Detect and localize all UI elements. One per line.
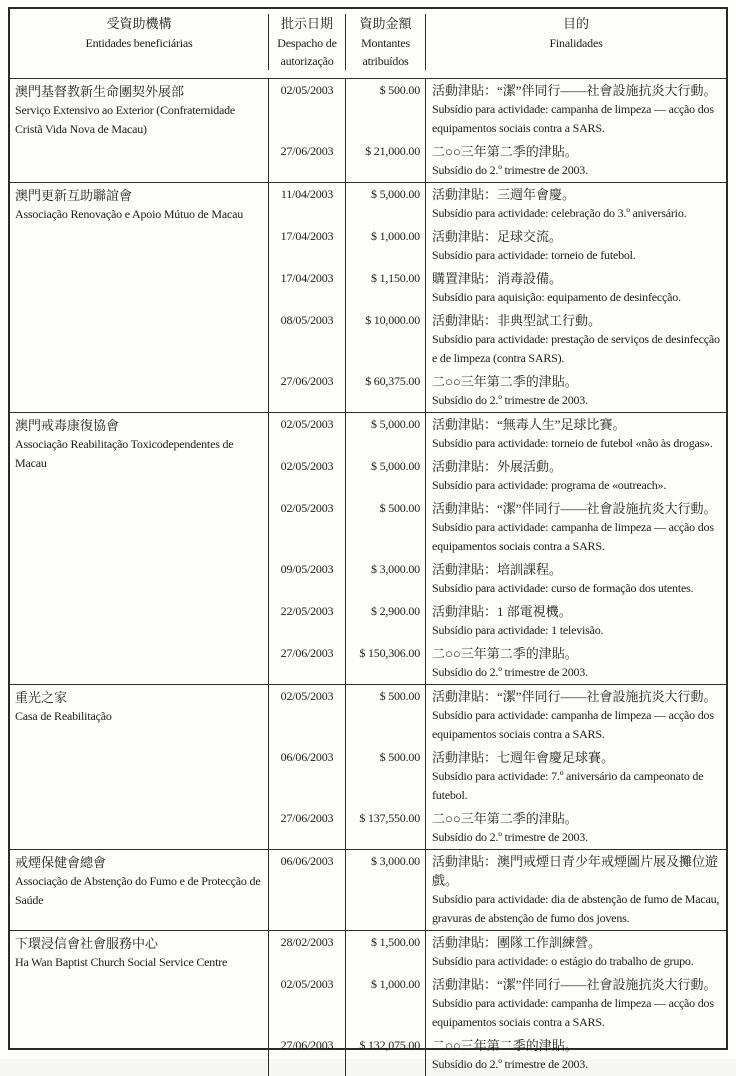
subsidy-amount: $ 5,000.00	[345, 413, 425, 455]
purpose-pt: Subsídio do 2.º trimestre de 2003.	[432, 1057, 588, 1071]
authorization-date: 27/06/2003	[268, 140, 345, 182]
purpose-zh: 活動津貼：足球交流。	[432, 229, 563, 244]
subsidy-amount: $ 137,550.00	[345, 807, 425, 849]
header-date-pt-line2: autorização	[280, 54, 334, 68]
purpose-cell	[425, 1034, 726, 1076]
purpose-zh: 活動津貼：非典型試工行動。	[432, 313, 602, 328]
entity-name-zh: 澳門基督教新生命團契外展部	[15, 84, 185, 99]
header-beneficiary-zh: 受資助機構	[106, 16, 172, 31]
entity-name-pt: Associação Renovação e Apoio Mútuo de Macau	[15, 207, 243, 221]
authorization-date: 02/05/2003	[268, 497, 345, 558]
entity-cell	[10, 850, 268, 930]
subsidy-entry	[268, 183, 726, 225]
purpose-zh: 活動津貼：外展活動。	[432, 459, 563, 474]
authorization-date: 02/05/2003	[268, 413, 345, 455]
purpose-zh: 活動津貼：七週年會慶足球賽。	[432, 750, 615, 765]
entity-block	[10, 931, 726, 1076]
purpose-pt: Subsídio para actividade: dia de abstenção de fumo de Macau, gravuras de abstenção de fumo dos jovens.	[432, 892, 720, 925]
entity-name-zh: 澳門更新互助聯誼會	[15, 188, 133, 203]
purpose-zh: 二○○三年第二季的津貼。	[432, 374, 578, 389]
subsidy-entry	[268, 850, 726, 930]
purpose-pt: Subsídio do 2.º trimestre de 2003.	[432, 163, 588, 177]
authorization-date: 06/06/2003	[268, 746, 345, 807]
authorization-date: 08/05/2003	[268, 309, 345, 370]
subsidy-amount: $ 3,000.00	[345, 558, 425, 600]
purpose-cell	[425, 931, 726, 973]
entity-cell	[10, 931, 268, 1076]
purpose-zh: 活動津貼：1 部電視機。	[432, 604, 572, 619]
subsidy-entry	[268, 497, 726, 558]
subsidy-entry	[268, 79, 726, 140]
authorization-date: 02/05/2003	[268, 79, 345, 140]
subsidy-amount: $ 5,000.00	[345, 455, 425, 497]
entries	[268, 931, 726, 1076]
authorization-date: 22/05/2003	[268, 600, 345, 642]
purpose-cell	[425, 455, 726, 497]
purpose-pt: Subsídio para actividade: campanha de limpeza — acção dos equipamentos sociais contra a SARS.	[432, 520, 714, 553]
header-amount	[345, 14, 425, 70]
purpose-pt: Subsídio para actividade: torneio de futebol.	[432, 248, 636, 262]
entity-block	[10, 79, 726, 183]
purpose-zh: 活動津貼：“無毒人生”足球比賽。	[432, 417, 626, 432]
subsidy-amount: $ 60,375.00	[345, 370, 425, 412]
purpose-cell	[425, 973, 726, 1034]
table-header	[10, 9, 726, 79]
entity-block	[10, 850, 726, 931]
purpose-zh: 活動津貼：“潔”伴同行——社會設施抗炎大行動。	[432, 501, 717, 516]
subsidy-entry	[268, 931, 726, 973]
purpose-cell	[425, 685, 726, 746]
entity-name-zh: 下環浸信會社會服務中心	[15, 936, 159, 951]
entity-cell	[10, 183, 268, 412]
purpose-zh: 活動津貼：團隊工作訓練營。	[432, 935, 602, 950]
purpose-pt: Subsídio para actividade: celebração do 3.º aniversário.	[432, 206, 687, 220]
subsidy-entry	[268, 600, 726, 642]
subsidy-amount: $ 1,000.00	[345, 225, 425, 267]
subsidy-amount: $ 1,000.00	[345, 973, 425, 1034]
subsidy-amount: $ 132,075.00	[345, 1034, 425, 1076]
purpose-pt: Subsídio para actividade: 1 televisão.	[432, 623, 604, 637]
authorization-date: 02/05/2003	[268, 455, 345, 497]
purpose-pt: Subsídio para actividade: programa de «outreach».	[432, 478, 667, 492]
subsidy-amount: $ 3,000.00	[345, 850, 425, 930]
purpose-zh: 二○○三年第二季的津貼。	[432, 144, 578, 159]
purpose-pt: Subsídio para actividade: campanha de limpeza — acção dos equipamentos sociais contra a SARS.	[432, 102, 714, 135]
entity-block	[10, 183, 726, 413]
subsidy-amount: $ 21,000.00	[345, 140, 425, 182]
entity-cell	[10, 79, 268, 182]
purpose-cell	[425, 309, 726, 370]
entity-name-zh: 澳門戒毒康復協會	[15, 418, 120, 433]
subsidy-amount: $ 500.00	[345, 497, 425, 558]
subsidy-amount: $ 500.00	[345, 746, 425, 807]
purpose-cell	[425, 413, 726, 455]
subsidy-entry	[268, 807, 726, 849]
purpose-pt: Subsídio para actividade: prestação de serviços de desinfecção e de limpeza (contra SARS).	[432, 332, 720, 365]
subsidy-amount: $ 10,000.00	[345, 309, 425, 370]
purpose-cell	[425, 497, 726, 558]
header-amount-zh: 資助金額	[359, 16, 412, 31]
subsidy-entry	[268, 413, 726, 455]
entity-block	[10, 685, 726, 850]
subsidy-entry	[268, 642, 726, 684]
authorization-date: 27/06/2003	[268, 1034, 345, 1076]
purpose-cell	[425, 558, 726, 600]
purpose-cell	[425, 600, 726, 642]
header-purpose-pt: Finalidades	[549, 36, 603, 50]
header-beneficiary-pt: Entidades beneficiárias	[85, 36, 193, 50]
purpose-pt: Subsídio para aquisição: equipamento de desinfecção.	[432, 290, 681, 304]
header-amount-pt-line2: atribuídos	[362, 54, 409, 68]
subsidy-amount: $ 5,000.00	[345, 183, 425, 225]
entries	[268, 685, 726, 849]
subsidy-amount: $ 2,900.00	[345, 600, 425, 642]
purpose-cell	[425, 370, 726, 412]
header-purpose-zh: 目的	[562, 16, 589, 31]
authorization-date: 27/06/2003	[268, 370, 345, 412]
purpose-cell	[425, 183, 726, 225]
entity-name-pt: Serviço Extensivo ao Exterior (Confraternidade Cristã Vida Nova de Macau)	[15, 103, 236, 136]
purpose-cell	[425, 267, 726, 309]
purpose-zh: 購置津貼：消毒設備。	[432, 271, 563, 286]
purpose-pt: Subsídio do 2.º trimestre de 2003.	[432, 393, 588, 407]
purpose-zh: 活動津貼：培訓課程。	[432, 562, 563, 577]
entity-cell	[10, 413, 268, 684]
subsidy-entry	[268, 225, 726, 267]
entity-name-pt: Associação Reabilitação Toxicodependentes de Macau	[15, 437, 234, 470]
subsidy-amount: $ 500.00	[345, 79, 425, 140]
purpose-cell	[425, 807, 726, 849]
entries	[268, 79, 726, 182]
entity-name-pt: Casa de Reabilitação	[15, 709, 112, 723]
purpose-zh: 活動津貼：“潔”伴同行——社會設施抗炎大行動。	[432, 689, 717, 704]
purpose-pt: Subsídio para actividade: campanha de limpeza — acção dos equipamentos sociais contra a SARS.	[432, 996, 714, 1029]
purpose-cell	[425, 225, 726, 267]
header-amount-pt-line1: Montantes	[361, 36, 410, 50]
purpose-pt: Subsídio do 2.º trimestre de 2003.	[432, 665, 588, 679]
subsidy-entry	[268, 267, 726, 309]
header-purpose	[425, 14, 726, 70]
entity-name-pt: Ha Wan Baptist Church Social Service Centre	[15, 955, 228, 969]
purpose-zh: 二○○三年第二季的津貼。	[432, 646, 578, 661]
purpose-zh: 二○○三年第二季的津貼。	[432, 1038, 578, 1053]
entity-name-pt: Associação de Abstenção do Fumo e de Protecção de Saúde	[15, 874, 261, 907]
subsidy-amount: $ 150,306.00	[345, 642, 425, 684]
header-date-pt-line1: Despacho de	[277, 36, 337, 50]
purpose-zh: 活動津貼：三週年會慶。	[432, 187, 576, 202]
entries	[268, 413, 726, 684]
subsidy-entry	[268, 685, 726, 746]
subsidy-entry	[268, 746, 726, 807]
purpose-cell	[425, 746, 726, 807]
header-date	[268, 14, 345, 70]
purpose-cell	[425, 642, 726, 684]
authorization-date: 28/02/2003	[268, 931, 345, 973]
entity-cell	[10, 685, 268, 849]
purpose-pt: Subsídio para actividade: 7.º aniversário da campeonato de futebol.	[432, 769, 704, 802]
authorization-date: 17/04/2003	[268, 267, 345, 309]
purpose-pt: Subsídio para actividade: o estágio do trabalho de grupo.	[432, 954, 694, 968]
purpose-pt: Subsídio para actividade: torneio de futebol «não às drogas».	[432, 436, 713, 450]
purpose-cell	[425, 140, 726, 182]
subsidy-entry	[268, 973, 726, 1034]
authorization-date: 09/05/2003	[268, 558, 345, 600]
purpose-zh: 二○○三年第二季的津貼。	[432, 811, 578, 826]
purpose-zh: 活動津貼：澳門戒煙日青少年戒煙圖片展及攤位遊戲。	[432, 854, 719, 888]
purpose-pt: Subsídio para actividade: curso de formação dos utentes.	[432, 581, 694, 595]
purpose-zh: 活動津貼：“潔”伴同行——社會設施抗炎大行動。	[432, 83, 717, 98]
purpose-zh: 活動津貼：“潔”伴同行——社會設施抗炎大行動。	[432, 977, 717, 992]
subsidy-entry	[268, 140, 726, 182]
authorization-date: 27/06/2003	[268, 807, 345, 849]
authorization-date: 02/05/2003	[268, 973, 345, 1034]
subsidy-entry	[268, 558, 726, 600]
subsidy-entry	[268, 1034, 726, 1076]
authorization-date: 02/05/2003	[268, 685, 345, 746]
subsidy-entry	[268, 309, 726, 370]
entries	[268, 183, 726, 412]
purpose-pt: Subsídio do 2.º trimestre de 2003.	[432, 830, 588, 844]
subsidy-amount: $ 500.00	[345, 685, 425, 746]
authorization-date: 11/04/2003	[268, 183, 345, 225]
authorization-date: 17/04/2003	[268, 225, 345, 267]
purpose-cell	[425, 79, 726, 140]
entity-name-zh: 重光之家	[15, 690, 68, 705]
entries	[268, 850, 726, 930]
entity-name-zh: 戒煙保健會總會	[15, 855, 107, 870]
header-date-zh: 批示日期	[280, 16, 333, 31]
purpose-cell	[425, 850, 726, 930]
subsidy-amount: $ 1,150.00	[345, 267, 425, 309]
subsidy-entry	[268, 455, 726, 497]
subsidy-amount: $ 1,500.00	[345, 931, 425, 973]
subsidy-table	[8, 7, 728, 1071]
purpose-pt: Subsídio para actividade: campanha de limpeza — acção dos equipamentos sociais contra a SARS.	[432, 708, 714, 741]
authorization-date: 06/06/2003	[268, 850, 345, 930]
header-beneficiary	[10, 14, 268, 70]
authorization-date: 27/06/2003	[268, 642, 345, 684]
entity-block	[10, 413, 726, 685]
subsidy-entry	[268, 370, 726, 412]
